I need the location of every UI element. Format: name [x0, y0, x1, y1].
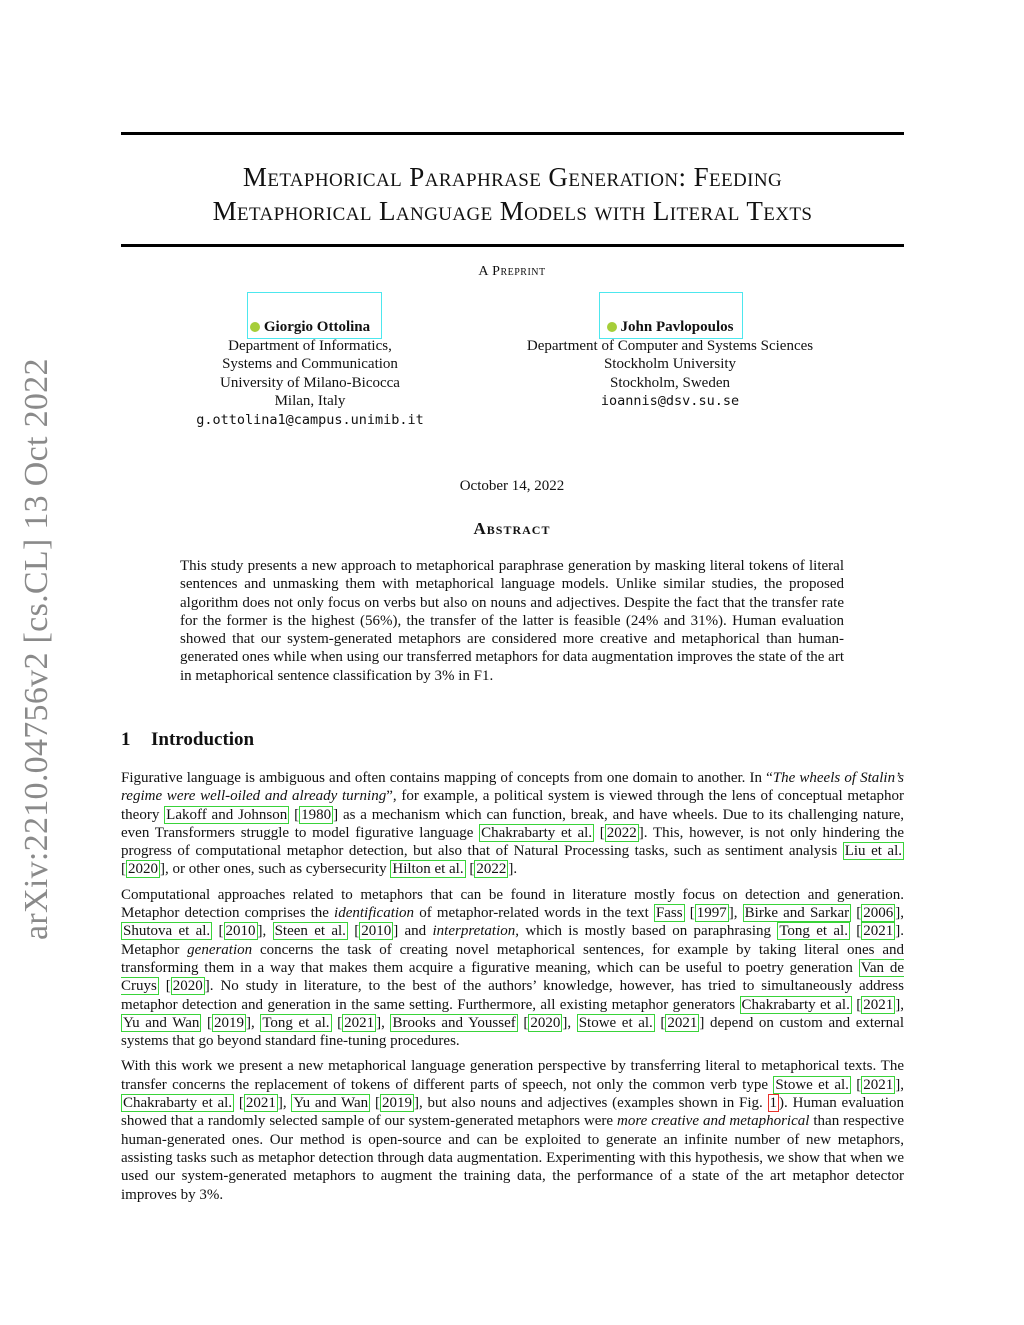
title-line-1: Metaphorical Paraphrase Generation: Feeding: [242, 162, 783, 192]
abstract-heading: Abstract: [473, 519, 551, 538]
author-name[interactable]: Giorgio Ottolina: [263, 319, 371, 335]
citation-link[interactable]: Tong et al.: [779, 923, 848, 940]
citation-link[interactable]: Chakrabarty et al.: [741, 996, 850, 1013]
author-email[interactable]: g.ottolina1@campus.unimib.it: [196, 411, 424, 428]
citation-link[interactable]: Brooks and Youssef: [392, 1014, 516, 1031]
orcid-icon[interactable]: [250, 322, 260, 332]
citation-link[interactable]: Liu et al.: [844, 843, 902, 860]
author-block-1: [160, 318, 460, 429]
paragraph: Computational approaches related to metaphors that can be found in literature mostly focus on detection and generation. Metaphor detection comprises the identification of metaphor-related words in the text Fass [ 1997 ], Birke and Sarkar [ 2006 ], Shutova et al. [ 2010 ], Steen et al. [ 2010 ] and interpretation, which is mostly based on paraphrasing Tong et al. [ 2021 ]. Metaphor generation concerns the task of creating novel metaphorical sentences, for example by taking literal ones and transforming them in a way that makes them acquire a figurative meaning, which can be useful to poetry generation Van de Cruys [ 2020 ]. No study in literature, to the best of the authors’ knowledge, however, has tried to simultaneously address metaphor detection and generation in the same setting. Furthermore, all existing metaphor generators Chakrabarty et al. [ 2021 ], Yu and Wan [ 2019 ], Tong et al. [ 2021 ], Brooks and Youssef [ 2020 ], Stowe et al. [ 2021 ] depend on custom and external systems that go beyond standard fine-tuning procedures.: [121, 886, 905, 1050]
text-run: generation: [187, 941, 253, 958]
text-run: With this work we present a new metaphorical language generation perspective by transferring literal to metaphorical texts. The transfer concerns the replacement of tokens of different parts of speech, not only the common verb type: [121, 1058, 904, 1093]
author-affiliation-line: Stockholm University: [603, 356, 737, 372]
citation-link[interactable]: Lakoff and Johnson: [166, 806, 288, 823]
introduction-body: [121, 769, 904, 1211]
text-run: Computational approaches related to metaphors that can be found in literature mostly focus on detection and generation. Metaphor detection comprises the: [121, 886, 904, 922]
author-affiliation-line: University of Milano-Bicocca: [220, 374, 400, 391]
paragraph: With this work we present a new metaphorical language generation perspective by transferring literal to metaphorical texts. The transfer concerns the replacement of tokens of different parts of speech, not only the common verb type Stowe et al. [ 2021 ], Chakrabarty et al. [ 2021 ], Yu and Wan [ 2019 ], but also nouns and adjectives (examples shown in Fig. 1 ). Human evaluation showed that a randomly selected sample of our system-generated metaphors were more creative and metaphorical than respective human-generated ones. Our method is open-source and can be exploited to generate an infinite number of new metaphors, assisting tasks such as metaphor detection through data augmentation. Experimenting with this hypothesis, we show that when we used our system-generated metaphors to augment the training data, the performance of a state of the art metaphor detector improves by 3%.: [121, 1058, 904, 1203]
text-run: Figurative language is ambiguous and often contains mapping of concepts from one domain to another. In “: [121, 770, 773, 786]
text-run: concerns the task of creating novel metaphorical sentences, for example by taking literal ones and transforming them in a way that makes them acquire a figurative meaning, which can be useful to poetry generation: [121, 941, 904, 976]
text-run: depend on custom and external systems that go beyond standard fine-tuning procedures.: [121, 1014, 904, 1050]
text-run: , or other ones, such as cybersecurity: [165, 861, 391, 878]
text-run: ). Human evaluation showed that a randomly selected sample of our system-generated metaphors were: [121, 1095, 904, 1130]
author-block-2: [480, 318, 860, 411]
title-line-2: Metaphorical Language Models with Literal Texts: [212, 196, 813, 226]
paragraph: Figurative language is ambiguous and often contains mapping of concepts from one domain to another. In “The wheels of Stalin’s regime were well-oiled and already turning”, for example, a political system is viewed through the lens of conceptual metaphor theory Lakoff and Johnson [ 1980 ] as a mechanism which can function, break, and have wheels. Due to its challenging nature, even Transformers struggle to model figurative language Chakrabarty et al. [ 2022 ]. This, however, is not only hindering the progress of computational metaphor detection, but also that of Natural Processing tasks, such as sentiment analysis Liu et al. [ 2020 ], or other ones, such as cybersecurity Hilton et al. [ 2022 ].: [121, 770, 905, 878]
text-run: .: [513, 861, 518, 878]
citation-year-link[interactable]: 1997: [696, 905, 727, 922]
citation-link[interactable]: Steen et al.: [274, 923, 346, 940]
text-run: identification: [334, 905, 415, 922]
author-name[interactable]: John Pavlopoulos: [620, 319, 734, 335]
citation-link[interactable]: Tong et al.: [262, 1014, 330, 1031]
author-affiliation-line: Systems and Communication: [222, 356, 398, 372]
citation-year-link[interactable]: 2010: [225, 923, 256, 940]
text-run: , but also nouns and adjectives (examples shown in Fig.: [418, 1095, 768, 1112]
citation-year-link[interactable]: 2020: [530, 1014, 561, 1031]
citation-year-link[interactable]: 2022: [476, 861, 507, 878]
text-run: . This, however, is not only hindering the progress of computational metaphor detection, but also that of Natural Processing tasks, such as sentiment analysis: [121, 824, 904, 860]
citation-year-link[interactable]: 2021: [863, 996, 894, 1013]
citation-link[interactable]: Yu and Wan: [123, 1014, 200, 1031]
text-run: of metaphor-related words in the text: [414, 905, 654, 922]
citation-link[interactable]: Shutova et al.: [123, 923, 211, 940]
preprint-label: A Preprint: [478, 264, 546, 279]
citation-year-link[interactable]: 2020: [172, 978, 203, 995]
citation-year-link[interactable]: 2019: [213, 1014, 244, 1031]
citation-year-link[interactable]: 2021: [667, 1014, 698, 1031]
text-run: more creative and metaphorical: [617, 1113, 810, 1130]
section-number: 1: [121, 729, 131, 750]
citation-year-link[interactable]: 2019: [381, 1095, 412, 1112]
citation-year-link[interactable]: 2010: [361, 923, 392, 940]
citation-year-link[interactable]: 1980: [301, 806, 332, 823]
citation-year-link[interactable]: 2021: [344, 1014, 375, 1031]
citation-link[interactable]: Birke and Sarkar: [744, 905, 850, 922]
author-email[interactable]: ioannis@dsv.su.se: [600, 393, 740, 409]
section-title: Introduction: [151, 729, 255, 750]
author-affiliation-line: Milan, Italy: [274, 393, 346, 409]
text-run: ”, for example, a political system is viewed through the lens of conceptual metaphor theory: [121, 788, 905, 823]
text-run: . No study in literature, to the best of the authors’ knowledge, however, has tried to simultaneously address metaphor detection and generation in the same setting. Furthermore, all existing metaphor generators: [121, 978, 904, 1013]
citation-link[interactable]: Chakrabarty et al.: [481, 824, 593, 841]
abstract-text: This study presents a new approach to metaphorical paraphrase generation by masking literal tokens of literal sentences and unmasking them with metaphorical language models. Unlike similar studies, the proposed algorithm does not only focus on verbs but also on nouns and adjectives. Despite the fact that the transfer rate for the former is the highest (56%), the transfer of the latter is feasible (24% and 31%). Human evaluation showed that our system-generated metaphors are considered more creative and metaphorical than human-generated ones while when using our transferred metaphors for data augmentation improves the state of the art in metaphorical sentence classification by 3% in F1.: [180, 558, 844, 684]
figure-reference-link[interactable]: 1: [769, 1095, 778, 1112]
author-affiliation-line: Stockholm, Sweden: [610, 374, 730, 391]
author-affiliation-line: Department of Computer and Systems Sciences: [526, 337, 814, 354]
text-run: , which is mostly based on paraphrasing: [515, 923, 778, 940]
citation-year-link[interactable]: 2021: [245, 1095, 276, 1112]
text-run: . Metaphor: [121, 923, 905, 958]
title-top-rule: [121, 132, 904, 135]
text-run: and: [398, 923, 433, 940]
citation-link[interactable]: Stowe et al.: [578, 1014, 653, 1031]
citation-link[interactable]: Chakrabarty et al.: [123, 1095, 233, 1112]
citation-year-link[interactable]: 2006: [863, 905, 894, 922]
citation-link[interactable]: Stowe et al.: [775, 1076, 849, 1093]
citation-year-link[interactable]: 2021: [863, 923, 894, 940]
publication-date: October 14, 2022: [459, 478, 565, 494]
citation-link[interactable]: Hilton et al.: [392, 861, 464, 878]
citation-year-link[interactable]: 2022: [606, 824, 637, 841]
citation-year-link[interactable]: 2021: [863, 1076, 894, 1093]
section-heading: [121, 729, 254, 751]
citation-link[interactable]: Yu and Wan: [293, 1095, 369, 1112]
title-bottom-rule: [121, 244, 904, 247]
citation-link[interactable]: Van de Cruys: [121, 959, 904, 995]
paper-title: [121, 160, 904, 228]
text-run: than respective human-generated ones. Our method is open-source and can be exploited to generate an infinite number of new metaphors, assisting tasks such as metaphor detection through data augmentation. Experimenting with this hypothesis, we show that when we used our system-generated metaphors to augment the training data, the performance of a state of the art metaphor detector improves by 3%.: [121, 1113, 904, 1203]
orcid-icon[interactable]: [607, 322, 617, 332]
text-run: The wheels of Stalin’s regime were well-oiled and already turning: [121, 770, 904, 805]
citation-year-link[interactable]: 2020: [128, 861, 158, 878]
text-run: interpretation: [432, 923, 516, 940]
arxiv-identifier[interactable]: arXiv:2210.04756v2 [cs.CL] 13 Oct 2022: [18, 358, 55, 940]
text-run: as a mechanism which can function, break, and have wheels. Due to its challenging nature, even Transformers struggle to model figurative language: [121, 806, 904, 841]
author-affiliation-line: Department of Informatics,: [228, 337, 392, 354]
citation-link[interactable]: Fass: [655, 905, 683, 922]
